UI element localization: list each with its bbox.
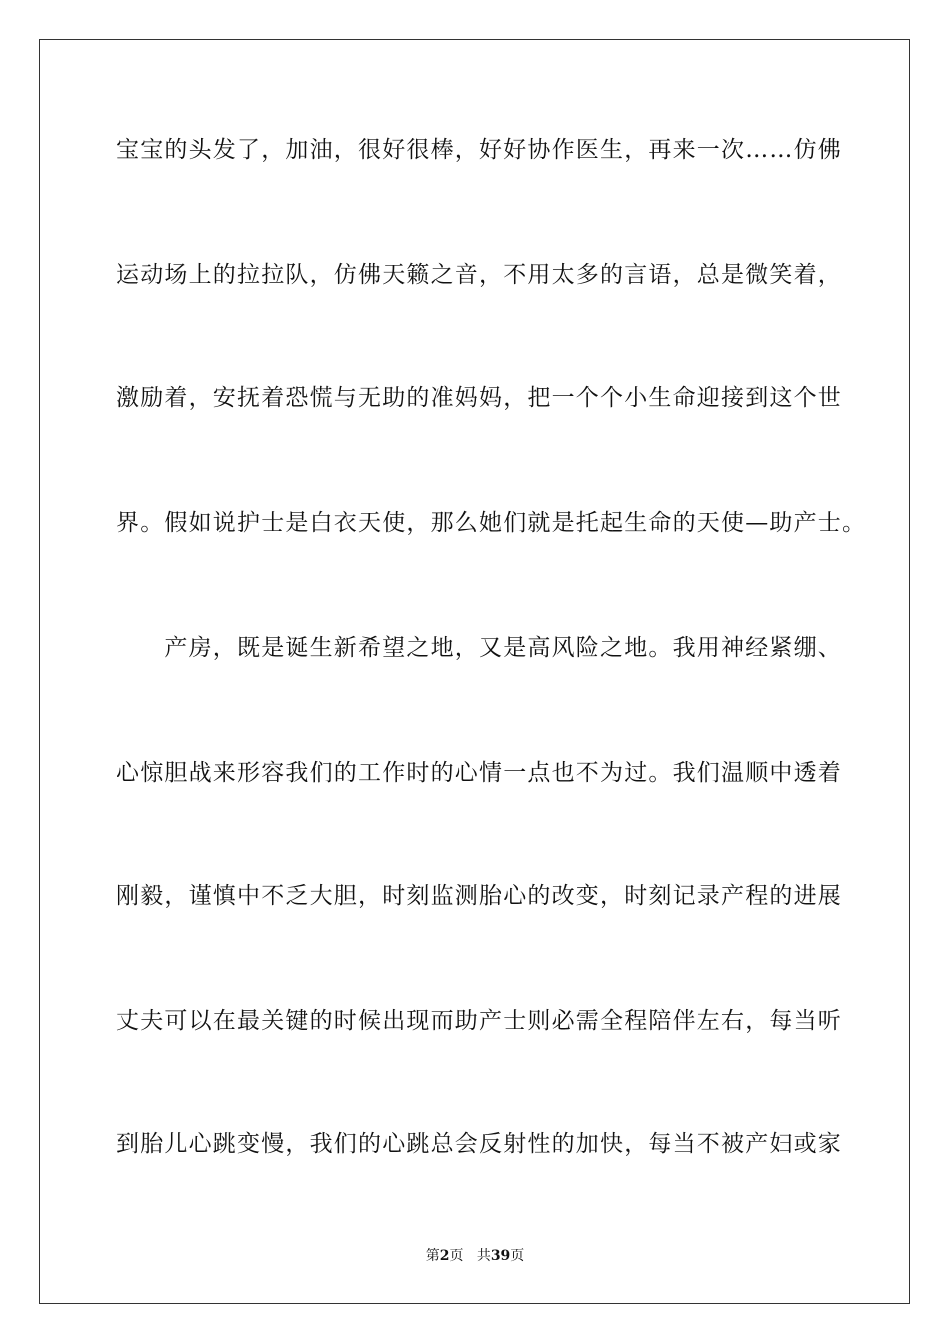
- footer-page-prefix: 第: [425, 1248, 440, 1264]
- body-text-line: 激励着，安抚着恐慌与无助的准妈妈，把一个个小生命迎接到这个世: [116, 385, 842, 411]
- body-text-line: 产房，既是诞生新希望之地，又是高风险之地。我用神经紧绷、: [116, 635, 842, 661]
- body-text-line: 宝宝的头发了，加油，很好很棒，好好协作医生，再来一次……仿佛: [116, 137, 842, 163]
- body-text-line: 丈夫可以在最关键的时候出现而助产士则必需全程陪伴左右，每当听: [116, 1008, 842, 1034]
- page-footer: [0, 1247, 950, 1265]
- body-text-line: 刚毅，谨慎中不乏大胆，时刻监测胎心的改变，时刻记录产程的进展: [116, 883, 842, 909]
- body-text-line: 界。假如说护士是白衣天使，那么她们就是托起生命的天使—助产士。: [116, 510, 867, 536]
- footer-page-suffix: 页: [449, 1248, 464, 1264]
- footer-total-suffix: 页: [510, 1248, 525, 1264]
- footer-page-number: 2: [439, 1248, 450, 1264]
- footer-total-prefix: 共: [476, 1248, 491, 1264]
- footer-total-pages: 39: [490, 1248, 511, 1264]
- body-text-line: 到胎儿心跳变慢，我们的心跳总会反射性的加快，每当不被产妇或家: [116, 1131, 842, 1157]
- body-text-line: 运动场上的拉拉队，仿佛天籁之音，不用太多的言语，总是微笑着，: [116, 262, 842, 288]
- body-text-line: 心惊胆战来形容我们的工作时的心情一点也不为过。我们温顺中透着: [116, 760, 842, 786]
- page-border: [39, 39, 910, 1304]
